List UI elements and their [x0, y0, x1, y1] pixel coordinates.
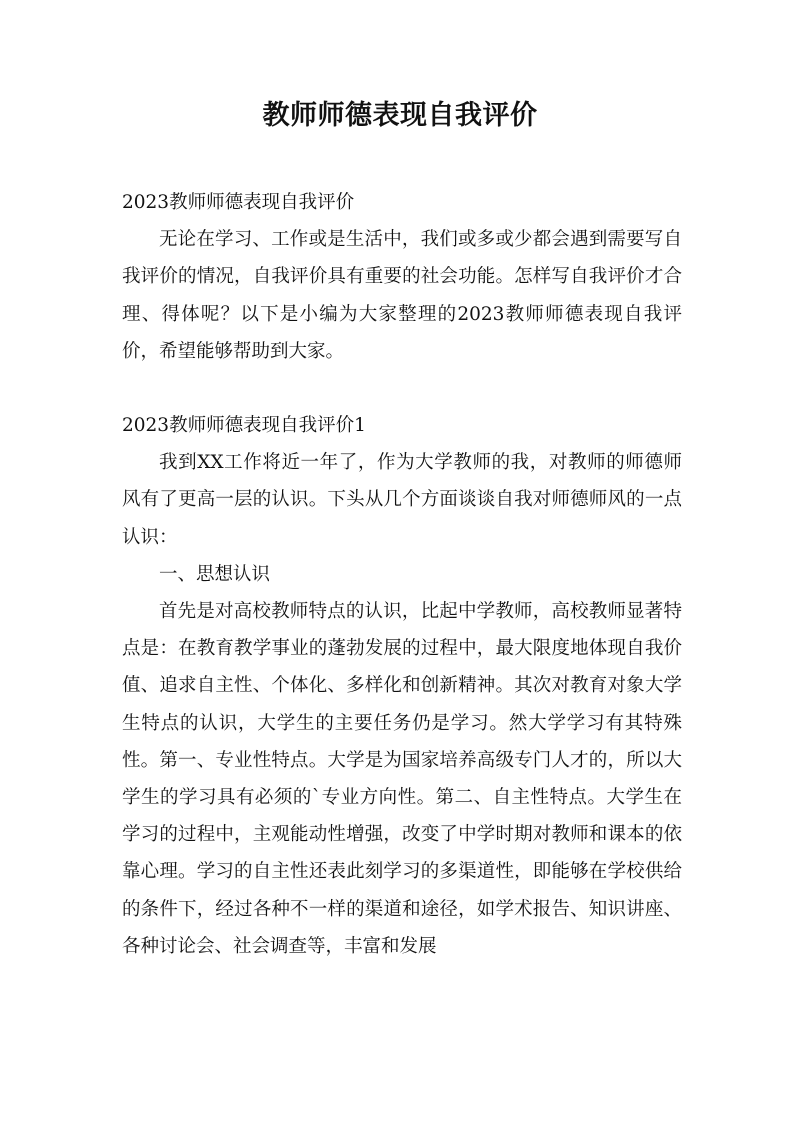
- intro-paragraph: 无论在学习、工作或是生活中，我们或多或少都会遇到需要写自我评价的情况，自我评价具有重要的社会功能。怎样写自我评价才合理、得体呢？以下是小编为大家整理的2023教师师德表现自我评价，希望能够帮助到大家。: [122, 229, 682, 362]
- document-title: 教师师德表现自我评价: [262, 100, 538, 131]
- document-body: [122, 184, 682, 965]
- section-paragraph-1: 我到XX工作将近一年了，作为大学教师的我，对教师的师德师风有了更高一层的认识。下头从几个方面谈谈自我对师德师风的一点认识：: [122, 452, 682, 548]
- section-heading: 2023教师师德表现自我评价1: [122, 415, 366, 437]
- paragraph-gap: [122, 370, 682, 407]
- subsection-heading: 一、思想认识: [159, 563, 271, 585]
- section-paragraph-2: 首先是对高校教师特点的认识，比起中学教师，高校教师显著特点是：在教育教学事业的蓬勃发展的过程中，最大限度地体现自我价值、追求自主性、个体化、多样化和创新精神。其次对教育对象大学生特点的认识，大学生的主要任务仍是学习。然大学学习有其特殊性。第一、专业性特点。大学是为国家培养高级专门人才的，所以大学生的学习具有必须的`专业方向性。第二、自主性特点。大学生在学习的过程中，主观能动性增强，改变了中学时期对教师和课本的依靠心理。学习的自主性还表此刻学习的多渠道性，即能够在学校供给的条件下，经过各种不一样的渠道和途径，如学术报告、知识讲座、各种讨论会、社会调查等，丰富和发展: [122, 601, 682, 957]
- intro-heading: 2023教师师德表现自我评价: [122, 192, 355, 213]
